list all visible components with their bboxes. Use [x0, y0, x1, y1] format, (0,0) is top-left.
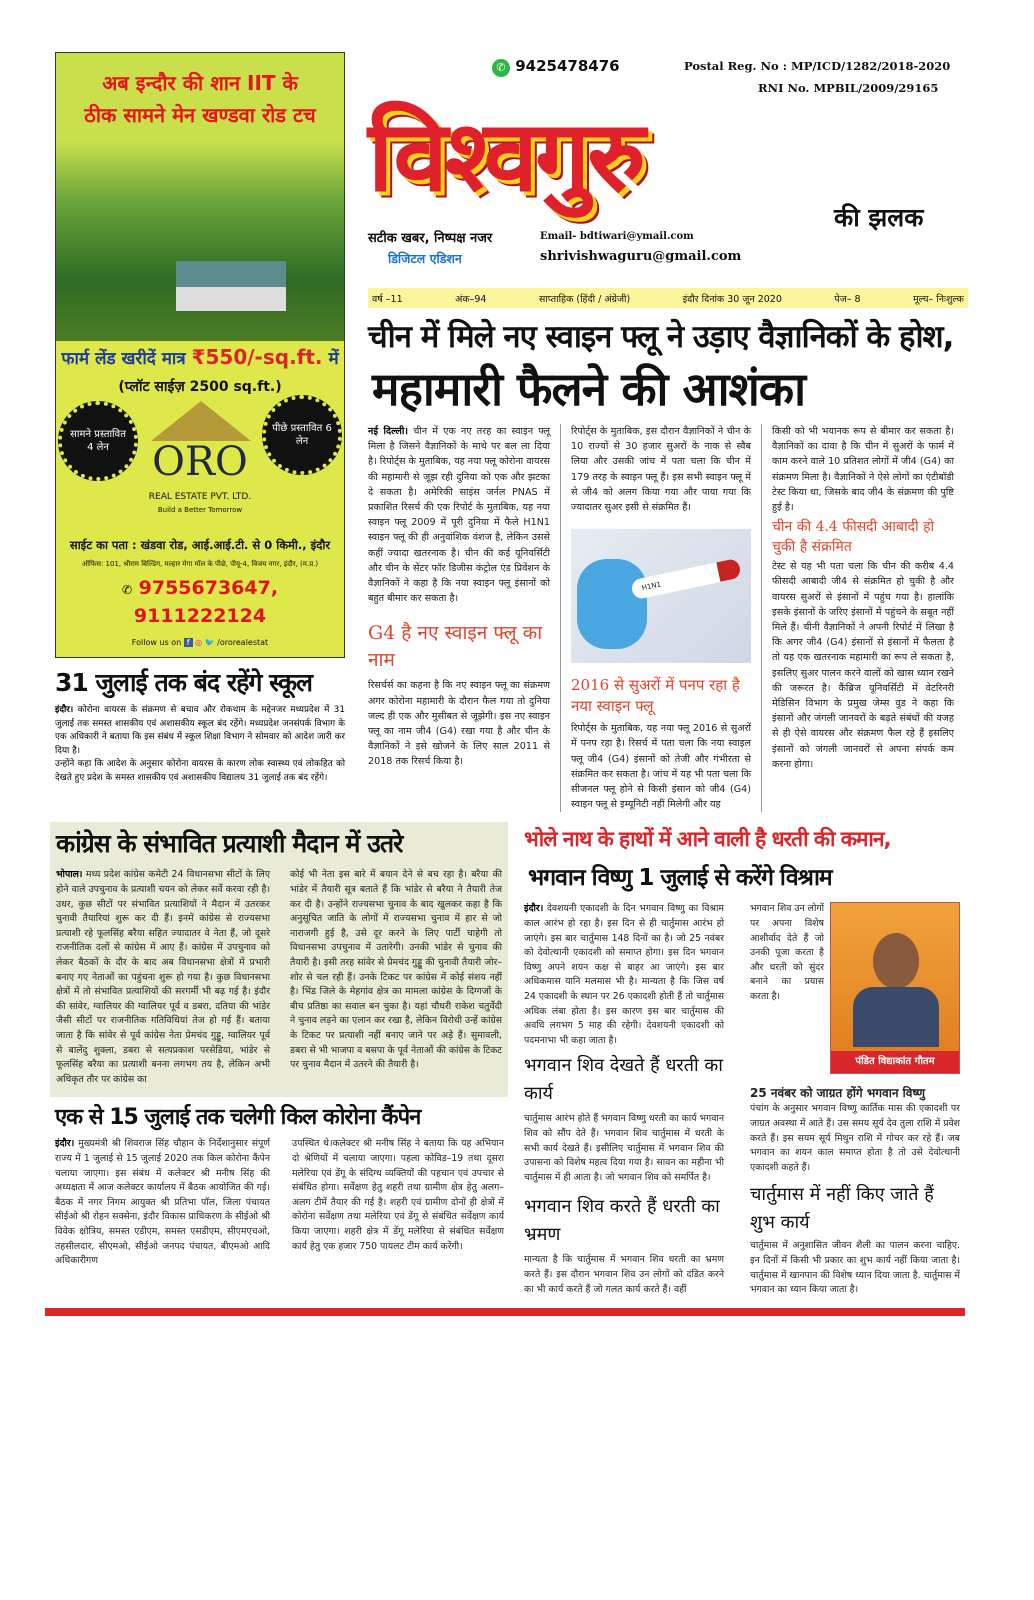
vishnu-column-2: [750, 902, 960, 1297]
lead-headline-2: महामारी फैलने की आशंका: [372, 362, 806, 416]
gloved-hand-image: [577, 559, 647, 649]
email-1[interactable]: Email- bdtiwari@ymail.com: [540, 231, 694, 242]
dateline: इंदौर।: [524, 903, 544, 915]
issue-frequency: साप्ताहिक (हिंदी / अंग्रेजी): [538, 293, 631, 305]
dateline: नई दिल्ली।: [368, 426, 409, 437]
brand-subtitle: REAL ESTATE PVT. LTD.: [148, 492, 252, 502]
pandit-photo: [830, 902, 960, 1074]
price: मूल्य– निःशुल्क: [912, 293, 964, 305]
dateline: भोपाल।: [56, 869, 83, 881]
badge-back-lane: पीछे प्रस्तावित 6 लेन: [262, 395, 342, 475]
left-top-column: [50, 52, 350, 786]
ad-header: [56, 53, 344, 141]
ad-offer: [56, 341, 344, 373]
article-text: कोरोना वायरस के संक्रमण से बचाव और रोकथाम के मद्देनजर मध्यप्रदेश में 31 जुलाई तक समस्त शासकीय एवं अशासकीय स्कूल बंद रहेंगे। मध्यप्रदेश जनसंपर्क विभाग के एक अधिकारी ने बताया कि इस संबंध में स्कूल शिक्षा विभाग ने सोमवार को आदेश जारी कर दिया है।: [55, 705, 346, 756]
vishnu-headline-2: भगवान विष्णु 1 जुलाई से करेंगे विश्राम: [528, 865, 832, 892]
issue-info-strip: [368, 288, 968, 308]
school-article: [55, 704, 345, 786]
congress-column-2: कोई भी नेता इस बारे में बयान देने से बच रहा है। बरैया की भांडेर में तैयारी सूत्र बताते हैं कि भांडेर से बरैया ने तैयारी तेज कर दी है। उन्होंने राज्यसभा चुनाव के बाद खुलकर कहा है कि अनुसूचित जाति के लोगों में राज्यसभा चुनाव में हार से जो नाराजगी हुई है, उसे दूर करने के लिए पार्टी चाहेगी तो विधानसभा उपचुनाव में उतारेगी। उनकी भांडेर से चुनाव की तैयारी है। इसी तरह सांवेर से प्रेमचंद गुड्डू की चुनावी तैयारी जोर–शोर से चल रही हैं। उनके टिकट पर कांग्रेस में कोई संशय नहीं है। भिंड जिले के मेहगांव क्षेत्र का मामला कांग्रेस के दिग्गजों के बीच प्रतिष्ठा का सवाल बन चुका है। यहां चौधरी राकेश चतुर्वेदी ने चुनाव लड़ने का एलान कर रखा है, लेकिन विरोधी उन्हें कांग्रेस के टिकट पर प्रत्याशी नहीं बनाए जाने पर अड़े हैं। सुमावली, डबरा से भी भाजपा व बसपा के पूर्व नेताओं की कांग्रेस के टिकट पर चुनाव मैदान में उतरने की तैयारी है।: [290, 869, 502, 1071]
congress-columns: [56, 868, 502, 1087]
subheading: भगवान शिव करते हैं धरती का भ्रमण: [524, 1196, 720, 1246]
subheading: 2016 से सुअरों में पनप रहा है नया स्वाइन फ्लू: [571, 676, 740, 716]
logo-suffix: की झलक: [834, 203, 924, 232]
footer-red-bar: [45, 1308, 965, 1316]
column-divider: [560, 424, 561, 812]
article-text: रिपोर्ट्स के मुताबिक, यह नया फ्लू 2016 से सुअरों में पनप रहा है। रिसर्च में पता चला कि नया स्वाइल फ्लू जी4 (G4) इंसानों को तेजी और गंभीरता से संक्रमित कर सकता है। जांच में यह भी पता चला कि सीजनल फ्लू होने से किसी इंसान को जी4 (G4) स्वाइन फ्लू से इम्यूनिटी नहीं मिलेगी और यह: [571, 723, 751, 811]
top-band: [50, 52, 1034, 812]
article-text: मध्य प्रदेश कांग्रेस कमेटी 24 विधानसभा सीटों के लिए होने वाले उपचुनाव के प्रत्याशी चयन को लेकर सर्वे करवा रही है। उधर, कुछ सीटों पर संभावित प्रत्याशियों ने मैदान में उतरकर चुनावी तैयारियां शुरू कर दी हैं। इनमें कांग्रेस से राज्यसभा प्रत्याशी रहे फूलसिंह बरैया सहित ज्यादातर वे नेता हैं, जो दूसरे राजनीतिक दलों से कांग्रेस में आए हैं। कांग्रेस में उपचुनाव को लेकर बैठकों के दौर के बाद अब विधानसभा क्षेत्रों में प्रभारी बनाए गए नेताओं का पहुंचना शुरू हो गया है। कुछ विधानसभा क्षेत्रों में तो संभावित प्रत्याशियों की सरगर्मी भी बढ़ गई है। इंदौर की सांवेर, ग्वालियर की ग्वालियर पूर्व व डबरा, दतिया की भांडेर जैसी सीटों पर राजनीतिक गतिविधियां तेज हो गई हैं। बताया जाता है कि सांवेर से पूर्व कांग्रेस नेता प्रेमचंद गुड्डू, ग्वालियर पूर्व से बालेंदु शुक्ला, डबरा से सत्यप्रकाश परसेडिया, भांडेर से फूलसिंह बरैया का प्रत्याशी बनना लगभग तय है, लेकिन अभी अधिकृत तौर पर कांग्रेस का: [56, 869, 270, 1085]
article-text: पंचांग के अनुसार भगवान विष्णु कार्तिक मास की एकादशी पर जाग्रत अवस्था में आते हैं। उस समय सूर्य देव तुला राशि में प्रवेश करते हैं। इस सयम सूर्य मिथुन राशि में गोचर कर रहे हैं। जब भगवान का शयन काल समाप्त होता है तो उसे देवोत्थानी एकादशी कहते हैं।: [750, 1103, 960, 1173]
article-text: मान्यता है कि चार्तुमास में भगवान शिव धरती का भ्रमण करते हैं। इस दौरान भगवान शिव उन लोगों को दंडित करने का भी कार्य करते हैं जो गलत कार्य करते हैं। वहीं: [524, 1254, 724, 1295]
twitter-icon: 🐦: [204, 638, 215, 647]
swine-flu-test-tube-photo: [571, 529, 751, 663]
social-follow: [56, 631, 344, 657]
photo-caption: पंडित विद्याकांत गौतम: [831, 1051, 959, 1073]
lead-column-3: [772, 424, 954, 772]
vishnu-section: [524, 822, 969, 1297]
article-text: उन्होंने कहा कि आदेश के अनुसार कोरोना वायरस के कारण लोक स्वास्थ्य एवं लोकहित को देखते हुए प्रदेश के समस्त शासकीय एवं अशासकीय विद्यालय 31 जुलाई तक बंद रहेंगे।: [55, 759, 345, 783]
brand-tagline: Build a Better Tomorrow: [157, 506, 243, 514]
vishnu-columns: [524, 902, 969, 1297]
offer-text: फार्म लेंड खरीदें मात्र: [61, 349, 192, 369]
vishnu-column-2-text: भगवान शिव उन लोगों पर अपना विशेष आशीर्वाद देते हैं जो उनकी पूजा करता है और धरती को सुंदर बनाने का प्रयास करता है।: [750, 903, 824, 1002]
article-text: किसी को भी भयानक रूप से बीमार कर सकता है। वैज्ञानिकों का दावा है कि चीन में सुअरों के फार्म में काम करने वाले 10 प्रतिशत लोगों में जी4 (G4) का संक्रमण मिला है। वैज्ञानिकों ने ऐसे लोगों का एंटीबॉडी टेस्ट किया था, जिसके बाद जी4 के संक्रमण की पुष्टि हुई है।: [772, 426, 954, 514]
congress-headline: कांग्रेस के संभावित प्रत्याशी मैदान में उतरे: [56, 829, 403, 859]
left-bottom-column: [50, 822, 508, 1268]
ad-headline: ठीक सामने मेन खण्डवा रोड टच: [84, 103, 316, 127]
dateline: इंदौर।: [55, 1138, 75, 1150]
portrait-face: [873, 933, 919, 989]
article-text: चार्तुमास आरंभ होते हैं भगवान विष्णु धरती का कार्य भगवान शिव को सौंप देते हैं। भगवान शिव चार्तुमास में धरती के सभी कार्य देखते हैं। इसीलिए चार्तुमास में भगवान शिव की उपासना को विशेष महत्व दिया गया है। सावन का महीना भी चार्तुमास में ही आता है। जो भगवान शिव को समर्पित है।: [524, 1113, 724, 1183]
brand-logo: ORO: [152, 439, 248, 485]
real-estate-advertisement: [55, 52, 345, 658]
issue-number: अंक–94: [455, 293, 487, 305]
subheading: चीन की 4.4 फीसदी आबादी हो चुकी है संक्रमित: [772, 519, 935, 556]
corona-columns: [55, 1137, 508, 1268]
article-text: देवशयनी एकादशी के दिन भगवान विष्णु का विश्राम काल आरंभ हो रहा है। इस दिन से ही चार्तुमास आरंभ हो जाएंगे। इस बार चार्तुमास 148 दिनों का है। जो 25 नवंबर को देवोत्थानी एकादशी को समाप्त होगा। इस दिन भगवान विष्णु अपने शयन कक्ष से बाहर आ जाएंगे। इस बार अधिकमास यानि मलमास भी है। मान्यता है कि जिस वर्ष 24 एकादशी के स्थान पर 26 एकादशी होती हैं तो चार्तुमास अधिक लंबा होता है। इस कारण इस बार चार्तुमास की अवधि लगभग 5 माह की रहेगी। देवशयनी एकादशी को पदमनाभा भी कहा जाता है।: [524, 903, 724, 1046]
issue-year: वर्ष –11: [372, 293, 403, 305]
postal-reg: Postal Reg. No : MP/ICD/1282/2018-2020: [684, 59, 951, 73]
lead-headline: चीन में मिले नए स्वाइन फ्लू ने उड़ाए वैज्ञानिकों के होश,: [368, 319, 954, 355]
corona-column-1: [55, 1137, 270, 1268]
facebook-icon: f: [184, 638, 193, 647]
newspaper-logo: विश्वगुरु: [368, 99, 643, 214]
right-top-column: [368, 52, 968, 812]
ad-phones: [56, 573, 344, 631]
offer-text: में: [322, 349, 339, 369]
congress-column-1: [56, 868, 270, 1087]
bottom-band: [50, 822, 1034, 1297]
vishnu-headline: भोले नाथ के हाथों में आने वाली है धरती की कमान,: [524, 827, 891, 852]
offer-price: ₹550/-sq.ft.: [191, 345, 323, 369]
corona-campaign-headline: एक से 15 जुलाई तक चलेगी किल कोरोना कैंपेन: [55, 1105, 421, 1131]
ad-headline: अब इन्दौर की शान IIT के: [102, 71, 298, 95]
rni-number: RNI No. MPBIL/2009/29165: [758, 81, 939, 95]
site-address: साईट का पता : खंडवा रोड, आई.आई.टी. से 0 किमी., इंदौर: [69, 538, 331, 552]
plot-size: (प्लॉट साईज़ 2500 sq.ft.): [56, 373, 344, 401]
office-address: ऑफिस: 101, श्रीराम बिल्डिंग, मल्हार मेगा मॉल के पीछे, पीयू-4, विजय नगर, इंदौर, (म.प्र.): [81, 560, 319, 568]
test-tube-label: H1N1: [630, 558, 742, 600]
portrait-body: [853, 987, 939, 1047]
masthead: [368, 52, 968, 288]
lead-columns: [368, 424, 968, 812]
whatsapp-contact: [492, 56, 620, 77]
article-text: रिपोर्ट्स के मुताबिक, इस दौरान वैज्ञानिकों ने चीन के 10 राज्यों से 30 हजार सुअरों के नाक से स्वैब लिया और उसकी जांच में पता चला कि चीन में 179 तरह के स्वाइन फ्लू हैं। इस सभी स्वाइन फ्लू में से जी4 को अलग किया गया और पाया गया कि ज्यादातर सुअर इसी से संक्रमित हैं।: [571, 426, 751, 514]
roof-logo-icon: [151, 401, 251, 441]
instagram-icon: ◎: [195, 638, 203, 647]
phone-number: 9425478476: [515, 57, 620, 75]
lead-column-2: [571, 424, 751, 812]
corona-column-2: उपस्थित थे।कलेक्टर श्री मनीष सिंह ने बताया कि यह अभियान दो श्रेणियों में चलाया जाएगा। पहला कोविड–19 तथा दूसरा मलेरिया एवं डेंगू के संदिग्ध व्यक्तियों की पहचान एवं उपचार से संबंधित होगा। सर्वेक्षण हेतु शहरी तथा ग्रामीण क्षेत्र हेतु अलग–अलग टीमें तैयार की गई है। शहरी एवं ग्रामीण दोनों ही क्षेत्रों में कोरोना सर्वेक्षण तथा मलेरिया एवं डेंगू से संबंधित सर्वेक्षण कार्य किया जाएगा। शहरी क्षेत्र में डेंगू मलेरिया से संबंधित सर्वेक्षण कार्य हेतु एक हजार 750 पायलट टीम कार्य करेंगी।: [292, 1138, 504, 1252]
edition-label: डिजिटल एडिशन: [388, 251, 462, 266]
ad-farmhouse-photo: [56, 141, 344, 341]
page-number: पेज– 8: [834, 293, 861, 305]
house-image: [176, 261, 286, 311]
ad-logo-area: [56, 401, 344, 531]
congress-section: [50, 822, 508, 1097]
tagline: सटीक खबर, निष्पक्ष नजर: [368, 231, 493, 246]
article-text: चीन में एक नए तरह का स्वाइन फ्लू मिला है जिसने वैज्ञानिकों के माथे पर बल ला दिया है। रिपोर्ट्स के मुताबिक, यह नया फ्लू कोरोना वायरस की महामारी से जूझ रही दुनिया को एक और झटका दे सकता है। अमेरिकी साइंस जर्नल PNAS में प्रकाशित रिसर्च की एक रिपोर्ट के मुताबिक, यह नया स्वाइन फ्लू 2009 में पूरी दुनिया में फैले H1N1 स्वाइन फ्लू की ही अनुवांशिक वंशज है, लेकिन उससे कहीं ज्यादा खतरनाक है। चीन की कई यूनिवर्सिटी और चीन के सेंटर फॉर डिजीस कंट्रोल एंड प्रिवेंशन के वैज्ञानिकों ने कहा है कि नया स्वाइन फ्लू इंसानों को बहुत बीमार कर सकता है।: [368, 426, 550, 605]
column-divider: [761, 424, 762, 812]
dateline: इंदौर।: [55, 705, 74, 715]
subheading: G4 है नए स्वाइन फ्लू का नाम: [368, 622, 543, 672]
whatsapp-icon: ✆: [492, 59, 510, 77]
phone-icon: ✆: [121, 583, 132, 597]
article-text: चार्तुमास में अनुशासित जीवन शैली का पालन करना चाहिए. इन दिनों में किसी भी प्रकार का शुभ कार्य नहीं किया जाता है। चार्तुमास में खानपान की विशेष ध्यान दिया जाता है. चार्तुमास में भगवान का ध्यान किया जाता है।: [750, 1240, 960, 1296]
issue-date: इंदौर दिनांक 30 जून 2020: [682, 293, 782, 305]
school-headline: 31 जुलाई तक बंद रहेंगे स्कूल: [55, 668, 313, 697]
badge-front-lane: सामने प्रस्तावित 4 लेन: [58, 401, 138, 481]
subheading: चार्तुमास में नहीं किए जाते हैं शुभ कार्य: [750, 1184, 934, 1234]
article-text: रिसर्चर्स का कहना है कि नए स्वाइन फ्लू का संक्रमण अगर कोरोना महामारी के दौरान फैल गया तो दुनिया जल्द ही एक और मुसीबत से जूझेगी। इस नए स्वाइन फ्लू का नाम जी4 (G4) रखा गया है और चीन के वैज्ञानिकों ने इसे खोजने के लिए साल 2011 से 2018 तक रिसर्च किया है।: [368, 680, 550, 768]
subheading: भगवान शिव देखते हैं धरती का कार्य: [524, 1055, 723, 1105]
lead-column-1: [368, 424, 550, 770]
article-text: मुख्यमंत्री श्री शिवराज सिंह चौहान के निर्देशानुसार संपूर्ण राज्य में 1 जुलाई से 15 जुलाई 2020 तक किल कोरोना कैंपेन चलाया जाएगा। इस संबंध में कलेक्टर श्री मनीष सिंह की अध्यक्षता में आज कलेक्टर कार्यालय में बैठक आयोजित की गई। बैठक में नगर निगम आयुक्त श्री प्रतिभा पॉल, जिला पंचायत सीईओ श्री रोहन सक्सेना, इंदौर विकास प्राधिकरण के सीईओ श्री विवेक क्षोत्रिय, समस्त एडीएम, समस्त एसडीएम, सीएमएचओ, तहसीलदार, सीएमओ, सीईओ जनपद पंचायत, बीएमओ आदि अधिकारीगण: [55, 1138, 270, 1267]
social-handle: /ororealestat: [217, 638, 269, 647]
article-text: टेस्ट से यह भी पता चला कि चीन की करीब 4.4 फीसदी आबादी जी4 से संक्रमित हो चुकी है और वायरस सुअरों से इंसानों में पहुंच गया है। हालांकि इसके इंसानों के जरिए इंसानों में पहुंचने के सबूत नहीं मिले हैं। चीनी वैज्ञानिकों ने अपनी रिपोर्ट में लिखा है कि अगर जी4 (G4) इंसानों से इंसानों में फैलता है तो यह एक खतरनाक महामारी का रूप ले सकता है, इसलिए सुअर पालन करने वालों को खास ध्यान रखने की जरूरत है। कैंब्रिज यूनिवर्सिटी में वेटरिनरी मेडिसिन विभाग के प्रमुख जेम्स वुड ने कहा कि इंसानों और जंगली जानवरों के बढ़ते संबंधों की वजह से ही ऐसे वायरस और संक्रमण फैल रहे हैं इसलिए इंसानों को जंगली जानवरों से अपना संपर्क कम करना होगा।: [772, 561, 954, 770]
vishnu-column-1: [524, 902, 724, 1297]
phone-numbers: 9755673647, 9111222124: [133, 577, 279, 627]
subheading: 25 नवंबर को जाग्रत होंगे भगवान विष्णु: [750, 1086, 925, 1101]
email-2[interactable]: shrivishwaguru@gmail.com: [540, 249, 742, 264]
follow-label: Follow us on: [131, 638, 182, 647]
